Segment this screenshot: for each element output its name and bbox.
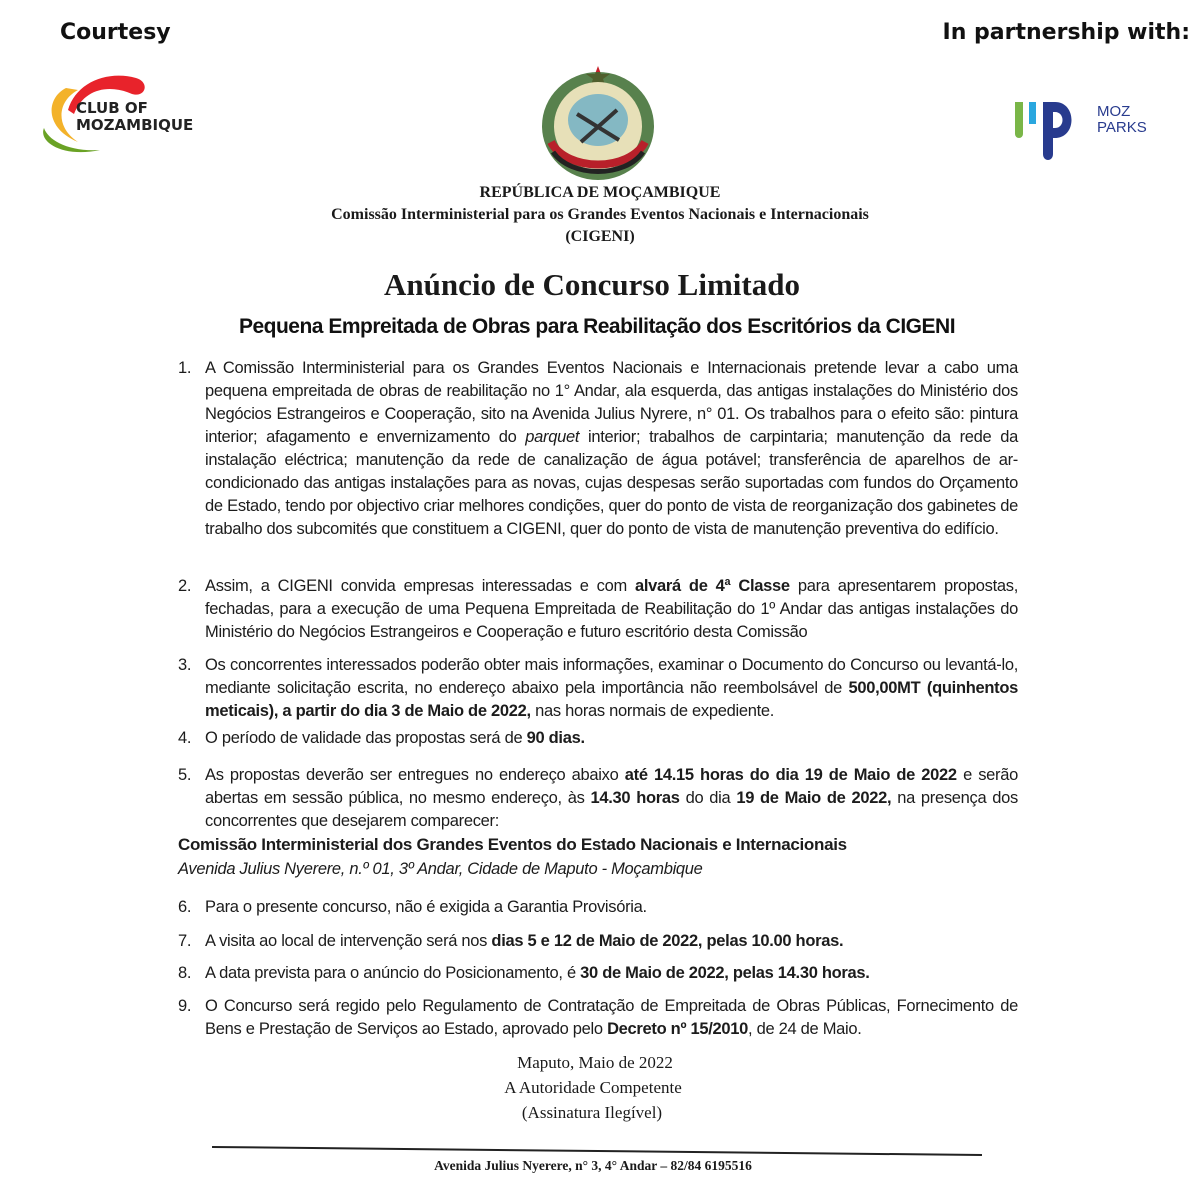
address-title: Comissão Interministerial dos Grandes Eventos do Estado Nacionais e Internacionais [178,835,847,854]
item-text: do dia [679,789,737,807]
item-text: na presença dos concorrentes que desejarem comparecer: [205,789,1018,830]
item-text: e serão abertas em sessão pública, no mesmo endereço, às [205,766,1018,807]
closing-authority: A Autoridade Competente [504,1078,682,1097]
item-text-bold: Decreto nº 15/2010 [607,1020,749,1038]
item-number: 3. [178,656,192,674]
club-logo-line1: CLUB OF [76,99,148,117]
document-subtitle: Pequena Empreitada de Obras para Reabilitação dos Escritórios da CIGENI [238,315,956,338]
acronym-heading: (CIGENI) [565,228,635,245]
mozparks-logo [1015,98,1155,162]
item-text-italic: parquet [525,428,580,446]
item-text: A visita ao local de intervenção será nos [205,932,492,950]
mozparks-logo-line2: PARKS [1097,119,1147,136]
item-number: 5. [178,766,192,784]
item-text-bold: 19 de Maio de 2022, [736,789,892,807]
list-item-9 [178,995,1018,1041]
commission-heading: Comissão Interministerial para os Grandes Eventos Nacionais e Internacionais [331,206,869,223]
closing-place-date: Maputo, Maio de 2022 [517,1053,673,1072]
club-logo-line2: MOZAMBIQUE [76,116,194,134]
item-text: Assim, a CIGENI convida empresas interessadas e com [205,577,635,595]
footer-address: Avenida Julius Nyerere, n° 3, 4° Andar – 82/84 6195516 [434,1158,752,1173]
list-item-4 [178,727,1018,750]
address-line: Avenida Julius Nyerere, n.º 01, 3º Andar, Cidade de Maputo - Moçambique [178,860,703,878]
list-item-6 [178,896,1018,919]
item-text: Os concorrentes interessados poderão obter mais informações, examinar o Documento do Concurso ou levantá-lo, mediante solicitação escrita, no endereço abaixo pela importância não reembolsável de [205,656,1018,697]
item-text: A data prevista para o anúncio do Posicionamento, é [205,964,581,982]
item-text-bold: 30 de Maio de 2022, pelas 14.30 horas. [580,964,870,982]
item-text-bold: alvará de 4ª Classe [634,577,790,595]
item-number: 9. [178,997,192,1015]
list-item-3 [178,654,1018,723]
list-item-8 [178,962,1018,985]
item-number: 4. [178,729,192,747]
item-number: 8. [178,964,192,982]
item-text: A Comissão Interministerial para os Grandes Eventos Nacionais e Internacionais pretende levar a cabo uma pequena empreitada de obras de reabilitação no 1° Andar, ala esquerda, das antigas instalações do Ministério dos Negócios Estrangeiros e Cooperação, sito na Avenida Julius Nyrere, n° 01. Os trabalhos para o efeito são: pintura interior; afagamento e envernizamento do [205,359,1018,446]
partner-label: In partnership with: [942,20,1190,45]
item-text-bold: dias 5 e 12 de Maio de 2022, pelas 10.00 horas. [491,932,844,950]
item-text: interior; trabalhos de carpintaria; manutenção da rede da instalação eléctrica; manutenção da rede de canalização de água potável; transferência de aparelhos de ar-condicionado das antigas instalações para as novas, cujas despesas serão suportadas com fundos do Orçamento de Estado, tendo por objectivo criar melhores condições, quer do ponto de vista de reorganização dos gabinetes de trabalho dos subcomités que constituem a CIGENI, quer do ponto de vista de manutenção preventiva do edifício. [205,428,1018,538]
item-text-bold: 500,00MT (quinhentos meticais), a partir do dia 3 de Maio de 2022, [205,679,1019,720]
list-item-7 [178,930,1018,953]
item-text-bold: até 14.15 horas do dia 19 de Maio de 2022 [624,766,957,784]
footer-divider [212,1146,982,1156]
closing-signature: (Assinatura Ilegível) [521,1103,663,1122]
coat-of-arms-icon [537,62,659,184]
item-text-bold: 14.30 horas [590,789,680,807]
item-text: Para o presente concurso, não é exigida a Garantia Provisória. [205,898,647,916]
item-text: para apresentarem propostas, fechadas, para a execução de uma Pequena Empreitada de Reabilitação do 1º Andar das antigas instalações do Ministério do Negócios Estrangeiros e Cooperação e futuro escritório desta Comissão [205,577,1018,641]
item-text: O período de validade das propostas será de [205,729,527,747]
item-text: O Concurso será regido pelo Regulamento de Contratação de Empreitada de Obras Públicas, Fornecimento de Bens e Prestação de Serviços ao Estado, aprovado pelo [205,997,1018,1038]
item-text: , de 24 de Maio. [748,1020,862,1038]
item-text: As propostas deverão ser entregues no endereço abaixo [205,766,625,784]
mozparks-logo-line1: MOZ [1097,103,1131,120]
item-text: nas horas normais de expediente. [530,702,775,720]
list-item-5 [178,764,1018,833]
list-item-1 [178,357,1018,541]
item-number: 6. [178,898,192,916]
item-text-bold: 90 dias. [526,729,585,747]
document-title: Anúncio de Concurso Limitado [384,267,800,302]
coat-of-arms-emblem [537,62,659,184]
item-number: 2. [178,577,192,595]
republic-heading: REPÚBLICA DE MOÇAMBIQUE [479,184,721,201]
item-number: 1. [178,359,192,377]
item-number: 7. [178,932,192,950]
club-of-mozambique-logo [38,70,208,155]
list-item-2 [178,575,1018,644]
mozparks-logo-icon [1015,98,1095,162]
courtesy-label: Courtesy [60,20,171,45]
